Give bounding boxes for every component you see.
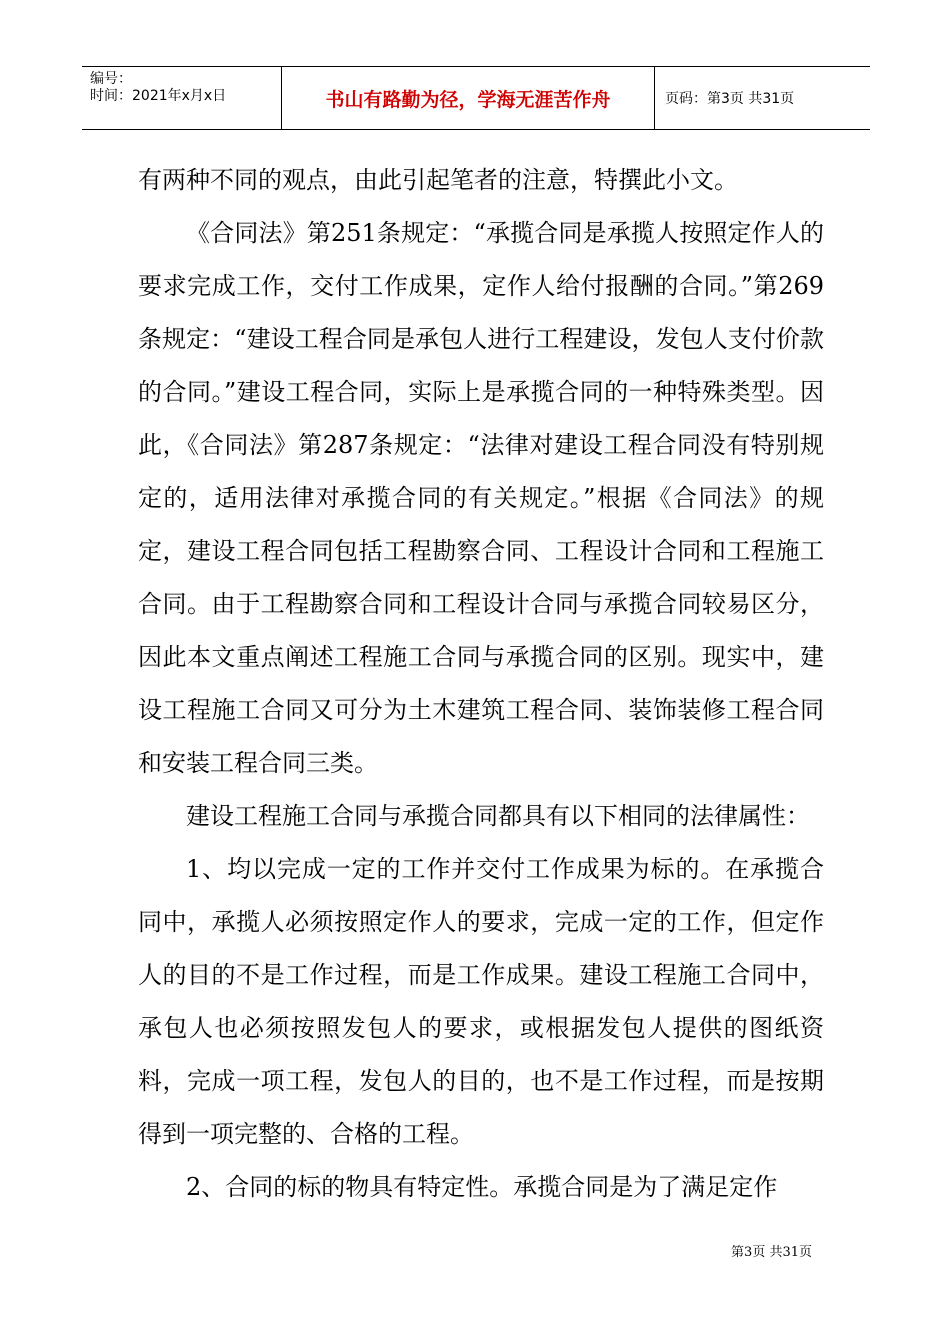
document-date: 时间：2021年x月x日 <box>90 88 227 104</box>
page-header <box>82 66 870 130</box>
document-number: 编号： <box>90 71 132 87</box>
paragraph: 1、均以完成一定的工作并交付工作成果为标的。在承揽合同中，承揽人必须按照定作人的要求，完成一定的工作，但定作人的目的不是工作过程，而是工作成果。建设工程施工合同中，承包人也必须按照发包人的要求，或根据发包人提供的图纸资料，完成一项工程，发包人的目的，也不是工作过程，而是按期得到一项完整的、合格的工程。 <box>138 855 824 1148</box>
paragraph: 有两种不同的观点，由此引起笔者的注意，特撰此小文。 <box>138 166 738 194</box>
paragraph: 2、合同的标的物具有特定性。承揽合同是为了满足定作 <box>186 1173 778 1201</box>
page-footer: 第3页 共31页 <box>731 1245 812 1260</box>
document-body <box>138 154 824 1214</box>
header-page-info: 页码：第3页 共31页 <box>665 91 795 107</box>
header-meta <box>82 67 282 129</box>
header-motto: 书山有路勤为径，学海无涯苦作舟 <box>282 67 655 129</box>
paragraph: 《合同法》第251条规定：“承揽合同是承揽人按照定作人的要求完成工作，交付工作成果，定作人给付报酬的合同。”第269条规定：“建设工程合同是承包人进行工程建设，发包人支付价款的合同。”建设工程合同，实际上是承揽合同的一种特殊类型。因此，《合同法》第287条规定：“法律对建设工程合同没有特别规定的，适用法律对承揽合同的有关规定。”根据《合同法》的规定，建设工程合同包括工程勘察合同、工程设计合同和工程施工合同。由于工程勘察合同和工程设计合同与承揽合同较易区分，因此本文重点阐述工程施工合同与承揽合同的区别。现实中，建设工程施工合同又可分为土木建筑工程合同、装饰装修工程合同和安装工程合同三类。 <box>138 219 824 777</box>
paragraph: 建设工程施工合同与承揽合同都具有以下相同的法律属性： <box>186 802 810 830</box>
